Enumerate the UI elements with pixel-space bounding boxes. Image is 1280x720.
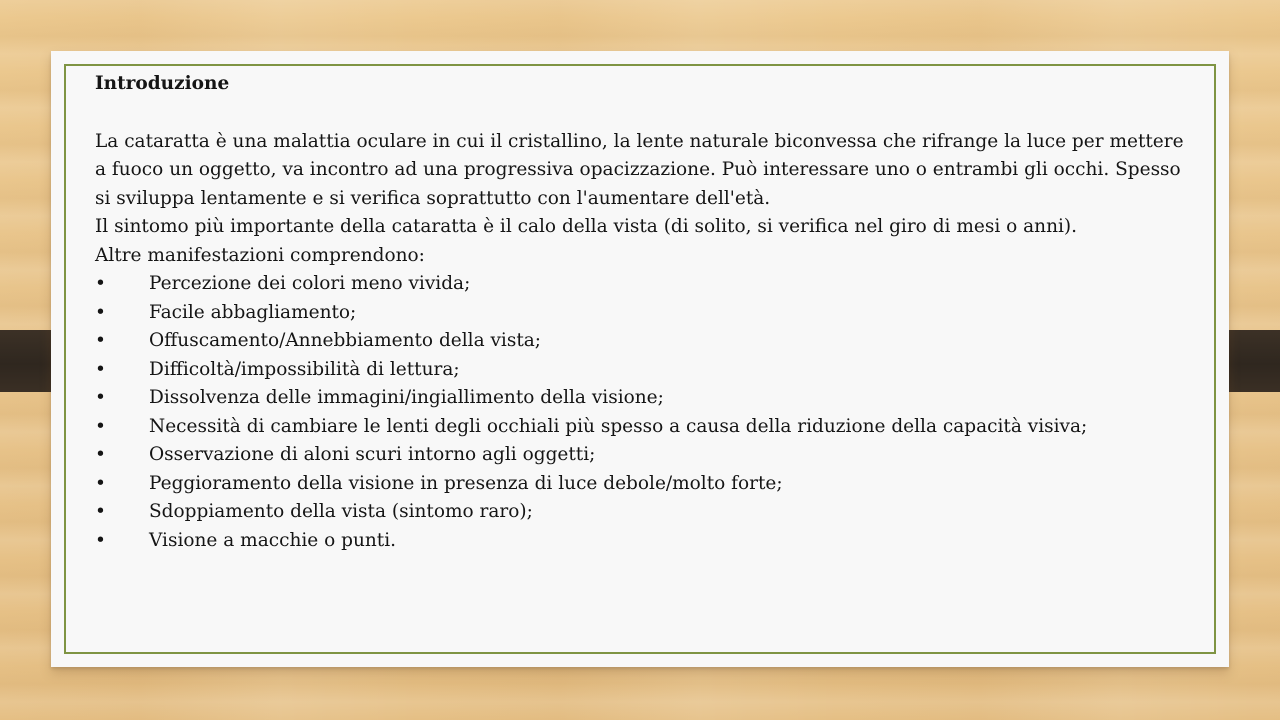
bullet-icon: • — [95, 358, 106, 380]
list-item — [95, 441, 1190, 470]
bullet-icon: • — [95, 301, 106, 323]
list-item — [95, 327, 1190, 356]
list-item — [95, 470, 1190, 499]
symptom-paragraph: Il sintomo più importante della cataratta è il calo della vista (di solito, si verifica nel giro di mesi o anni). — [95, 216, 1078, 237]
list-item-text: Sdoppiamento della vista (sintomo raro); — [149, 501, 533, 522]
bullet-icon: • — [95, 273, 106, 294]
list-item — [95, 384, 1190, 413]
slide-content — [95, 70, 1190, 555]
bullet-icon: • — [95, 415, 106, 437]
list-item-text: Facile abbagliamento; — [149, 301, 357, 323]
list-item — [95, 413, 1190, 442]
spacer — [95, 99, 1190, 128]
list-item-text: Offuscamento/Annebbiamento della vista; — [149, 330, 542, 351]
list-item-text: Percezione dei colori meno vivida; — [149, 273, 471, 294]
bullet-icon: • — [95, 444, 106, 465]
bullet-icon: • — [95, 472, 106, 494]
bullet-icon: • — [95, 330, 106, 351]
intro-paragraph: La cataratta è una malattia oculare in cui il cristallino, la lente naturale biconvessa che rifrange la luce per mettere a fuoco un oggetto, va incontro ad una progressiva opacizzazione. Può interessare uno o entrambi gli occhi. Spesso si sviluppa lentamente e si verifica soprattutto con l'aumentare dell'età. — [95, 130, 1184, 209]
bullet-icon: • — [95, 529, 106, 551]
list-item-text: Peggioramento della visione in presenza di luce debole/molto forte; — [149, 472, 783, 494]
slide-card — [51, 51, 1229, 667]
list-item-text: Necessità di cambiare le lenti degli occhiali più spesso a causa della riduzione della capacità visiva; — [149, 415, 1088, 437]
list-item — [95, 498, 1190, 527]
list-item-text: Osservazione di aloni scuri intorno agli oggetti; — [149, 444, 596, 465]
list-lead: Altre manifestazioni comprendono: — [95, 244, 425, 266]
list-item-text: Visione a macchie o punti. — [149, 529, 397, 551]
slide-title: Introduzione — [95, 73, 230, 94]
symptom-list — [95, 270, 1190, 555]
list-item-text: Difficoltà/impossibilità di lettura; — [149, 358, 460, 380]
list-item — [95, 299, 1190, 328]
list-item — [95, 527, 1190, 556]
list-item — [95, 356, 1190, 385]
bullet-icon: • — [95, 501, 106, 522]
list-item-text: Dissolvenza delle immagini/ingiallimento della visione; — [149, 387, 664, 408]
list-item — [95, 270, 1190, 299]
bullet-icon: • — [95, 387, 106, 408]
